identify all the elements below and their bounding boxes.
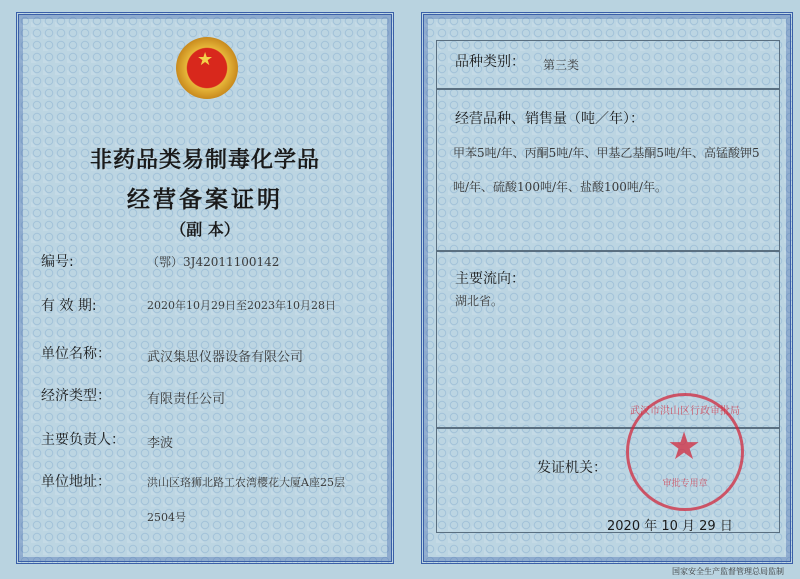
- title-line-2: 经营备案证明: [127, 186, 283, 213]
- seal-ring-text: 武汉市洪山区行政审批局: [630, 406, 740, 417]
- title-line-3: （副 本）: [170, 220, 240, 239]
- official-seal-stamp: [626, 393, 744, 511]
- category-label: 品种类别：: [455, 54, 525, 70]
- economic-type-value: 有限责任公司: [147, 392, 226, 407]
- certificate-left-page: [16, 12, 394, 564]
- company-name-label: 单位名称：: [41, 346, 111, 362]
- star-icon: ★: [667, 424, 702, 468]
- products-value: 甲苯5吨/年、丙酮5吨/年、甲基乙基酮5吨/年、高锰酸钾5吨/年、硫酸100吨/年、盐酸100吨/年。: [453, 146, 760, 194]
- principal-label: 主要负责人：: [41, 432, 125, 448]
- number-value: （鄂）3J42011100142: [147, 255, 280, 269]
- principal-value: 李波: [147, 436, 174, 451]
- category-box: [436, 40, 780, 89]
- products-box: [436, 89, 780, 251]
- issuer-label: 发证机关：: [537, 460, 607, 476]
- category-value: 第三类: [543, 58, 580, 72]
- title-line-1: 非药品类易制毒化学品: [89, 147, 320, 173]
- company-name-value: 武汉集思仪器设备有限公司: [147, 350, 304, 365]
- issue-date: 2020 年 10 月 29 日: [607, 519, 733, 534]
- validity-value: 2020年10月29日至2023年10月28日: [147, 299, 336, 312]
- seal-bottom-text: 审批专用章: [662, 479, 708, 489]
- footer-issuer-note: 国家安全生产监督管理总局监制: [672, 567, 784, 576]
- address-label: 单位地址：: [41, 474, 111, 490]
- address-value: 洪山区珞狮北路工农湾樱花大厦A座25层: [147, 476, 345, 489]
- certificate-right-page: [421, 12, 793, 564]
- address-value-line2: 2504号: [147, 511, 186, 524]
- flow-value: 湖北省。: [455, 294, 504, 308]
- number-label: 编号:: [41, 254, 74, 270]
- economic-type-label: 经济类型：: [41, 388, 111, 404]
- validity-label: 有 效 期:: [41, 298, 97, 314]
- national-emblem-icon: [176, 37, 238, 99]
- products-label: 经营品种、销售量（吨／年）：: [455, 111, 644, 127]
- flow-label: 主要流向：: [455, 271, 525, 287]
